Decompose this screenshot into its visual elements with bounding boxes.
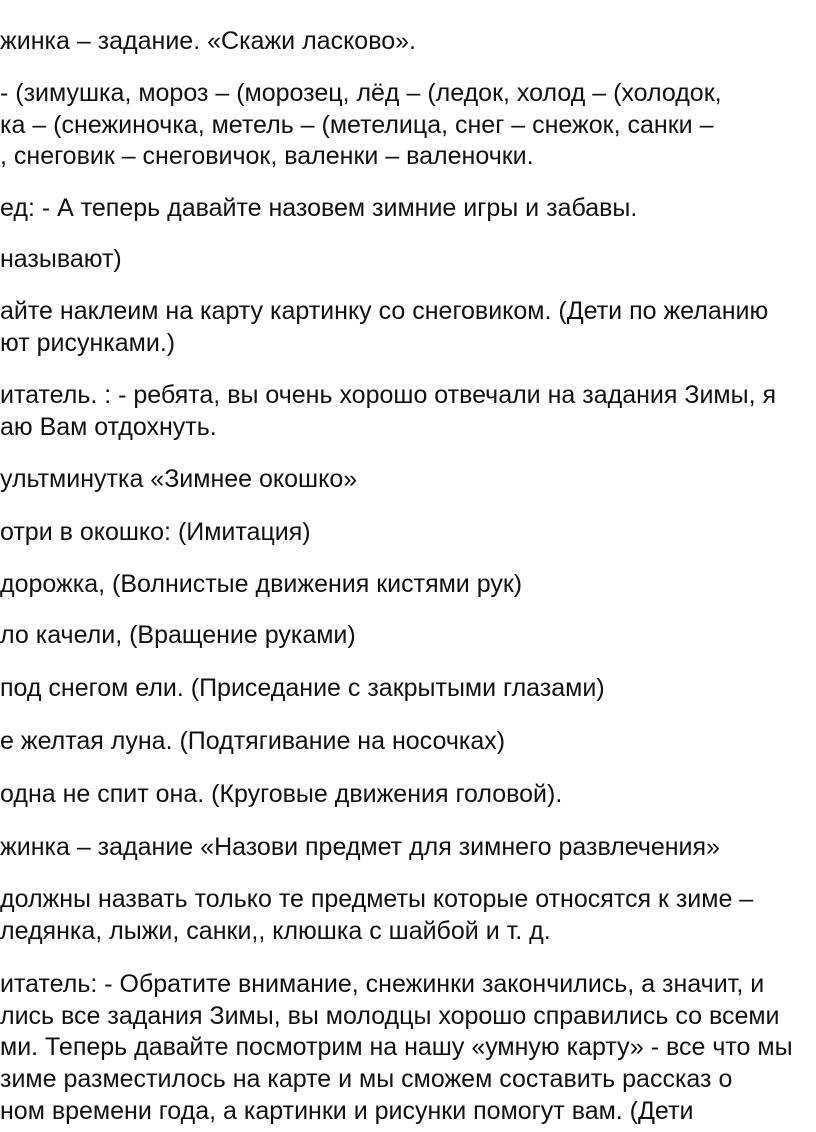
text-line: , снеговик – снеговичок, валенки – валеночки. bbox=[0, 142, 534, 170]
text-line: ледянка, лыжи, санки,, клюшка с шайбой и т. д. bbox=[0, 917, 551, 945]
text-line: называют) bbox=[0, 245, 122, 273]
text-line: должны назвать только те предметы которые относятся к зиме – bbox=[0, 885, 754, 913]
text-line: отри в окошко: (Имитация) bbox=[0, 518, 311, 546]
text-line: зиме разместилось на карте и мы сможем составить рассказ о bbox=[0, 1065, 733, 1093]
text-line: одна не спит она. (Круговые движения головой). bbox=[0, 780, 563, 808]
text-line: лись все задания Зимы, вы молодцы хорошо справились со всеми bbox=[0, 1002, 780, 1030]
text-line: аю Вам отдохнуть. bbox=[0, 413, 217, 441]
text-line: ка – (снежиночка, метель – (метелица, снег – снежок, санки – bbox=[0, 111, 714, 139]
text-line: ультминутка «Зимнее окошко» bbox=[0, 465, 358, 493]
text-line: ло качели, (Вращение руками) bbox=[0, 621, 356, 649]
text-line: ми. Теперь давайте посмотрим на нашу «умную карту» - все что мы bbox=[0, 1033, 793, 1061]
text-line: дорожка, (Волнистые движения кистями рук) bbox=[0, 570, 523, 598]
text-line: итатель. : - ребята, вы очень хорошо отвечали на задания Зимы, я bbox=[0, 381, 777, 409]
text-line: ют рисунками.) bbox=[0, 329, 176, 357]
text-line: айте наклеим на карту картинку со снеговиком. (Дети по желанию bbox=[0, 297, 769, 325]
text-line: ном времени года, а картинки и рисунки помогут вам. (Дети bbox=[0, 1097, 694, 1125]
text-line: под снегом ели. (Приседание с закрытыми глазами) bbox=[0, 674, 605, 702]
text-line: итатель: - Обратите внимание, снежинки закончились, а значит, и bbox=[0, 970, 765, 998]
text-line: жинка – задание. «Скажи ласково». bbox=[0, 27, 416, 55]
text-line: е желтая луна. (Подтягивание на носочках) bbox=[0, 727, 506, 755]
text-line: жинка – задание «Назови предмет для зимнего развлечения» bbox=[0, 833, 720, 861]
text-line: ед: - А теперь давайте назовем зимние игры и забавы. bbox=[0, 194, 638, 222]
text-line: - (зимушка, мороз – (морозец, лёд – (ледок, холод – (холодок, bbox=[0, 79, 722, 107]
